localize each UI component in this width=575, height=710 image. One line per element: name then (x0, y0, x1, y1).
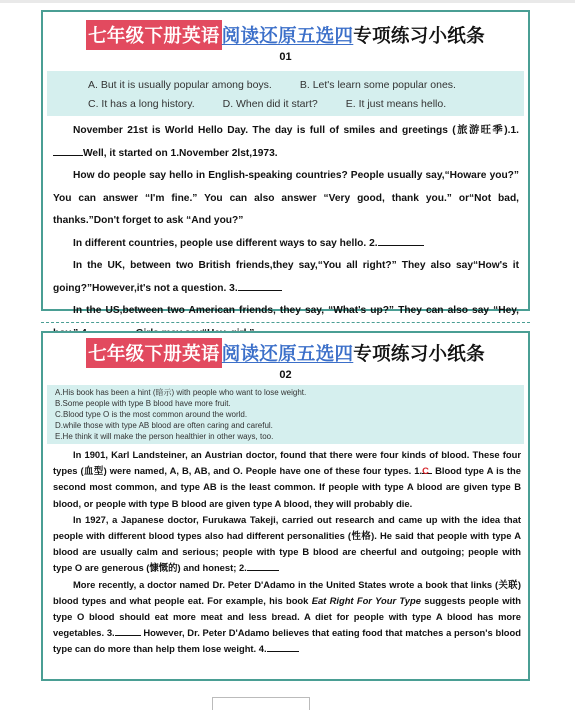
passage (53, 447, 521, 658)
book-title: Eat Right For Your Type (311, 594, 421, 606)
paragraph-text: In 1901, Karl Landsteiner, an Austrian doctor, found that there were four kinds of blood. These four types (血型) were named, A, B, AB, and O. People have one of these four types. 1. (53, 449, 521, 477)
paragraph-text: suggests people with type O blood should eat more meat and less bread. A diet for people with type A blood has more vegetables. 3. (53, 594, 522, 639)
paragraph-text: In different countries, people use different ways to say hello. 2. (73, 237, 378, 249)
paragraph-text: More recently, a doctor named Dr. Peter D'Adamo in the United States wrote a book that links (关联) blood types and what people eat. For example, his book (53, 578, 521, 606)
paragraph (53, 447, 521, 512)
card-title (43, 338, 528, 368)
card-title (43, 20, 528, 50)
answer-blank-4[interactable] (267, 642, 299, 653)
title-topic: 阅读还原五选四 (221, 25, 354, 46)
worksheet-card-02 (41, 331, 530, 681)
option-d: D. When did it start? (222, 97, 318, 110)
option-a: A. But it is usually popular among boys. (88, 78, 272, 91)
option-d: D.while those with type AB blood are often caring and careful. (55, 421, 273, 430)
card-number: 02 (279, 369, 292, 381)
paragraph-text: In 1927, a Japanese doctor, Furukawa Takeji, carried out research and came up with the idea that people with different blood types also had different personalities (性格). He said that people with type A blood are usually calm and serious; people with type B blood are cheerful and outgoing; people with type O are generous (慷慨的) and honest; 2. (53, 513, 521, 574)
passage (53, 120, 519, 345)
paragraph (53, 255, 519, 300)
options-row (47, 75, 524, 94)
paragraph-text: Blood type A is the second most common, and type AB is the least common. If people with type A blood are given type B blood, or people with type B blood are given type A blood, they will probably die. (53, 465, 521, 509)
paragraph (53, 233, 519, 256)
answer-blank-3[interactable] (238, 279, 282, 291)
title-suffix: 专项练习小纸条 (353, 25, 485, 46)
option-b: B.Some people with type B blood have more fruit. (55, 399, 231, 408)
paragraph-text: Well, it started on 1.November 2lst,1973. (83, 147, 278, 159)
paragraph (53, 577, 521, 658)
worksheet-card-01 (41, 10, 530, 316)
options-box (47, 385, 524, 444)
option-c: C. It has a long history. (88, 97, 195, 110)
options-box (47, 71, 524, 116)
option-b: B. Let's learn some popular ones. (299, 78, 456, 91)
title-grade: 七年级下册英语 (86, 20, 222, 50)
page-navigator[interactable] (212, 697, 310, 710)
option-e: E. It just means hello. (345, 97, 447, 110)
title-topic: 阅读还原五选四 (221, 343, 354, 364)
option-e: E.He think it will make the person healthier in other ways, too. (55, 432, 274, 441)
options-row (47, 94, 524, 113)
paragraph-text: November 21st is World Hello Day. The day is full of smiles and greetings (旅游旺季).1. (73, 125, 519, 136)
card-number: 01 (279, 51, 292, 63)
paragraph-text: In the UK, between two British friends,they say,“You all right?” They also say“How's it going?”However,it's not a question. 3. (53, 260, 519, 294)
answer-blank-2[interactable] (378, 234, 424, 246)
option-a: A.His book has been a hint (暗示) with people who want to lose weight. (55, 388, 307, 397)
paragraph-text: In the US,between two American friends, they say, “What's up?” They can also say “Hey, (73, 305, 519, 316)
paragraph-text: However, Dr. Peter D'Adamo believes that eating food that matches a person's blood type can do more than help them lose weight. 4. (53, 627, 521, 655)
answer-blank-1[interactable] (53, 144, 83, 156)
paragraph (53, 512, 521, 577)
cut-line-divider (41, 322, 530, 323)
title-suffix: 专项练习小纸条 (353, 343, 485, 364)
paragraph: How do people say hello in English-speaking countries? People usually say,“Howare you?” You can answer “I'm fine.” You can also answer “Very good, thank you.” or“Not bad, thanks.”Don't forget to ask “And you?” (53, 170, 519, 226)
answer-blank-3[interactable] (115, 625, 141, 636)
option-c: C.Blood type O is the most common around the world. (55, 410, 248, 419)
title-grade: 七年级下册英语 (86, 338, 222, 368)
answer-blank-1[interactable]: C (422, 463, 432, 474)
answer-blank-2[interactable] (247, 561, 279, 572)
top-border (0, 0, 575, 3)
paragraph (53, 120, 519, 165)
